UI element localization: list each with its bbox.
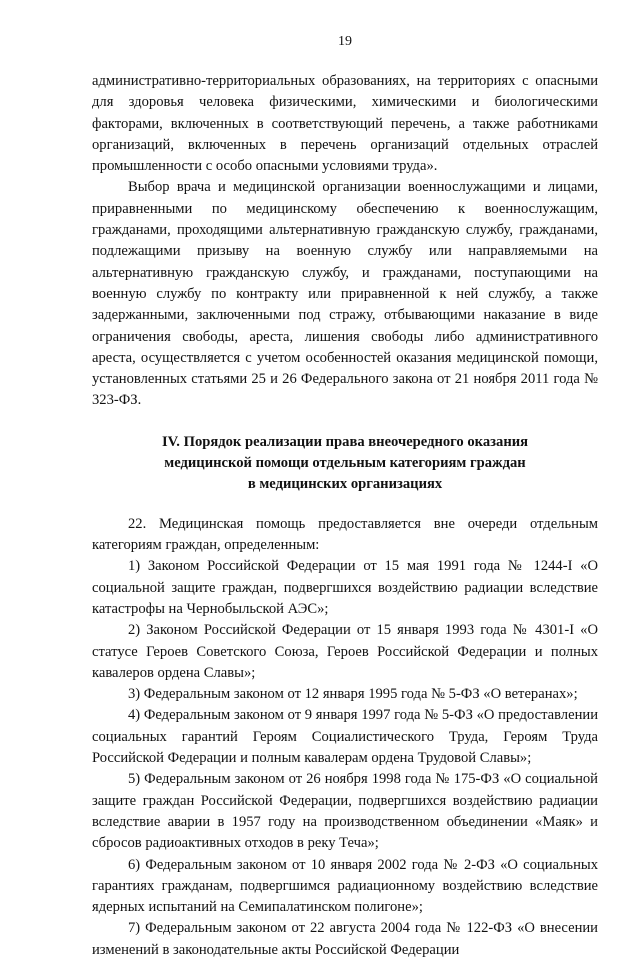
list-item-law-7: 7) Федеральным законом от 22 августа 2004 года № 122-ФЗ «О внесении изменений в законодательные акты Российской Федерации <box>92 920 598 958</box>
list-item-law-6: 6) Федеральным законом от 10 января 2002 года № 2-ФЗ «О социальных гарантиях гражданам, подвергшимся радиационному воздействию вследствие ядерных испытаний на Семипалатинском полигоне»; <box>92 856 598 916</box>
section-heading <box>92 432 598 495</box>
document-page <box>92 34 598 961</box>
section-heading-line-1: IV. Порядок реализации права внеочередного оказания <box>161 433 529 450</box>
list-item-law-1: 1) Законом Российской Федерации от 15 мая 1991 года № 1244-I «О социальной защите граждан, подвергшихся воздействию радиации вследствие катастрофы на Чернобыльской АЭС»; <box>92 558 598 617</box>
list-item-law-3: 3) Федеральным законом от 12 января 1995 года № 5-ФЗ «О ветеранах»; <box>128 686 578 703</box>
list-item-law-4: 4) Федеральным законом от 9 января 1997 года № 5-ФЗ «О предоставлении социальных гарантий Героям Социалистического Труда, Героям Труда Российской Федерации и полным кавалерам ордена Трудовой Славы»; <box>92 707 598 767</box>
list-item-law-2: 2) Законом Российской Федерации от 15 января 1993 года № 4301-I «О статусе Героев Советского Союза, Героев Российской Федерации и полных кавалеров ордена Славы»; <box>92 622 598 681</box>
page-number: 19 <box>338 34 352 49</box>
paragraph-continuation: административно-территориальных образованиях, на территориях с опасными для здоровья человека физическими, химическими и биологическими факторами, включенных в соответствующий перечень, а также работниками организаций, включенных в перечень организаций отдельных отраслей промышленности с особо опасными условиями труда». <box>92 73 598 175</box>
section-heading-line-2: медицинской помощи отдельным категориям граждан <box>164 454 526 471</box>
paragraph-clause-22: 22. Медицинская помощь предоставляется вне очереди отдельным категориям граждан, определенным: <box>92 515 598 554</box>
paragraph-doctor-choice: Выбор врача и медицинской организации военнослужащими и лицами, приравненными по медицинскому обеспечению к военнослужащим, гражданами, проходящими альтернативную гражданскую службу, гражданами, подлежащими призыву на военную службу или направляемыми на альтернативную гражданскую службу, и гражданами, поступающими на военную службу по контракту или приравненной к ней службу, а также задержанными, заключенными под стражу, отбывающими наказание в виде ограничения свободы, ареста, лишения свободы либо административного ареста, осуществляется с учетом особенностей оказания медицинской помощи, установленных статьями 25 и 26 Федерального закона от 21 ноября 2011 года № 323-ФЗ. <box>92 179 598 409</box>
section-heading-line-3: в медицинских организациях <box>247 475 443 492</box>
list-item-law-5: 5) Федеральным законом от 26 ноября 1998 года № 175-ФЗ «О социальной защите граждан Российской Федерации, подвергшихся воздействию радиации вследствие аварии в 1957 году на производственном объединении «Маяк» и сбросов радиоактивных отходов в реку Теча»; <box>92 771 598 852</box>
